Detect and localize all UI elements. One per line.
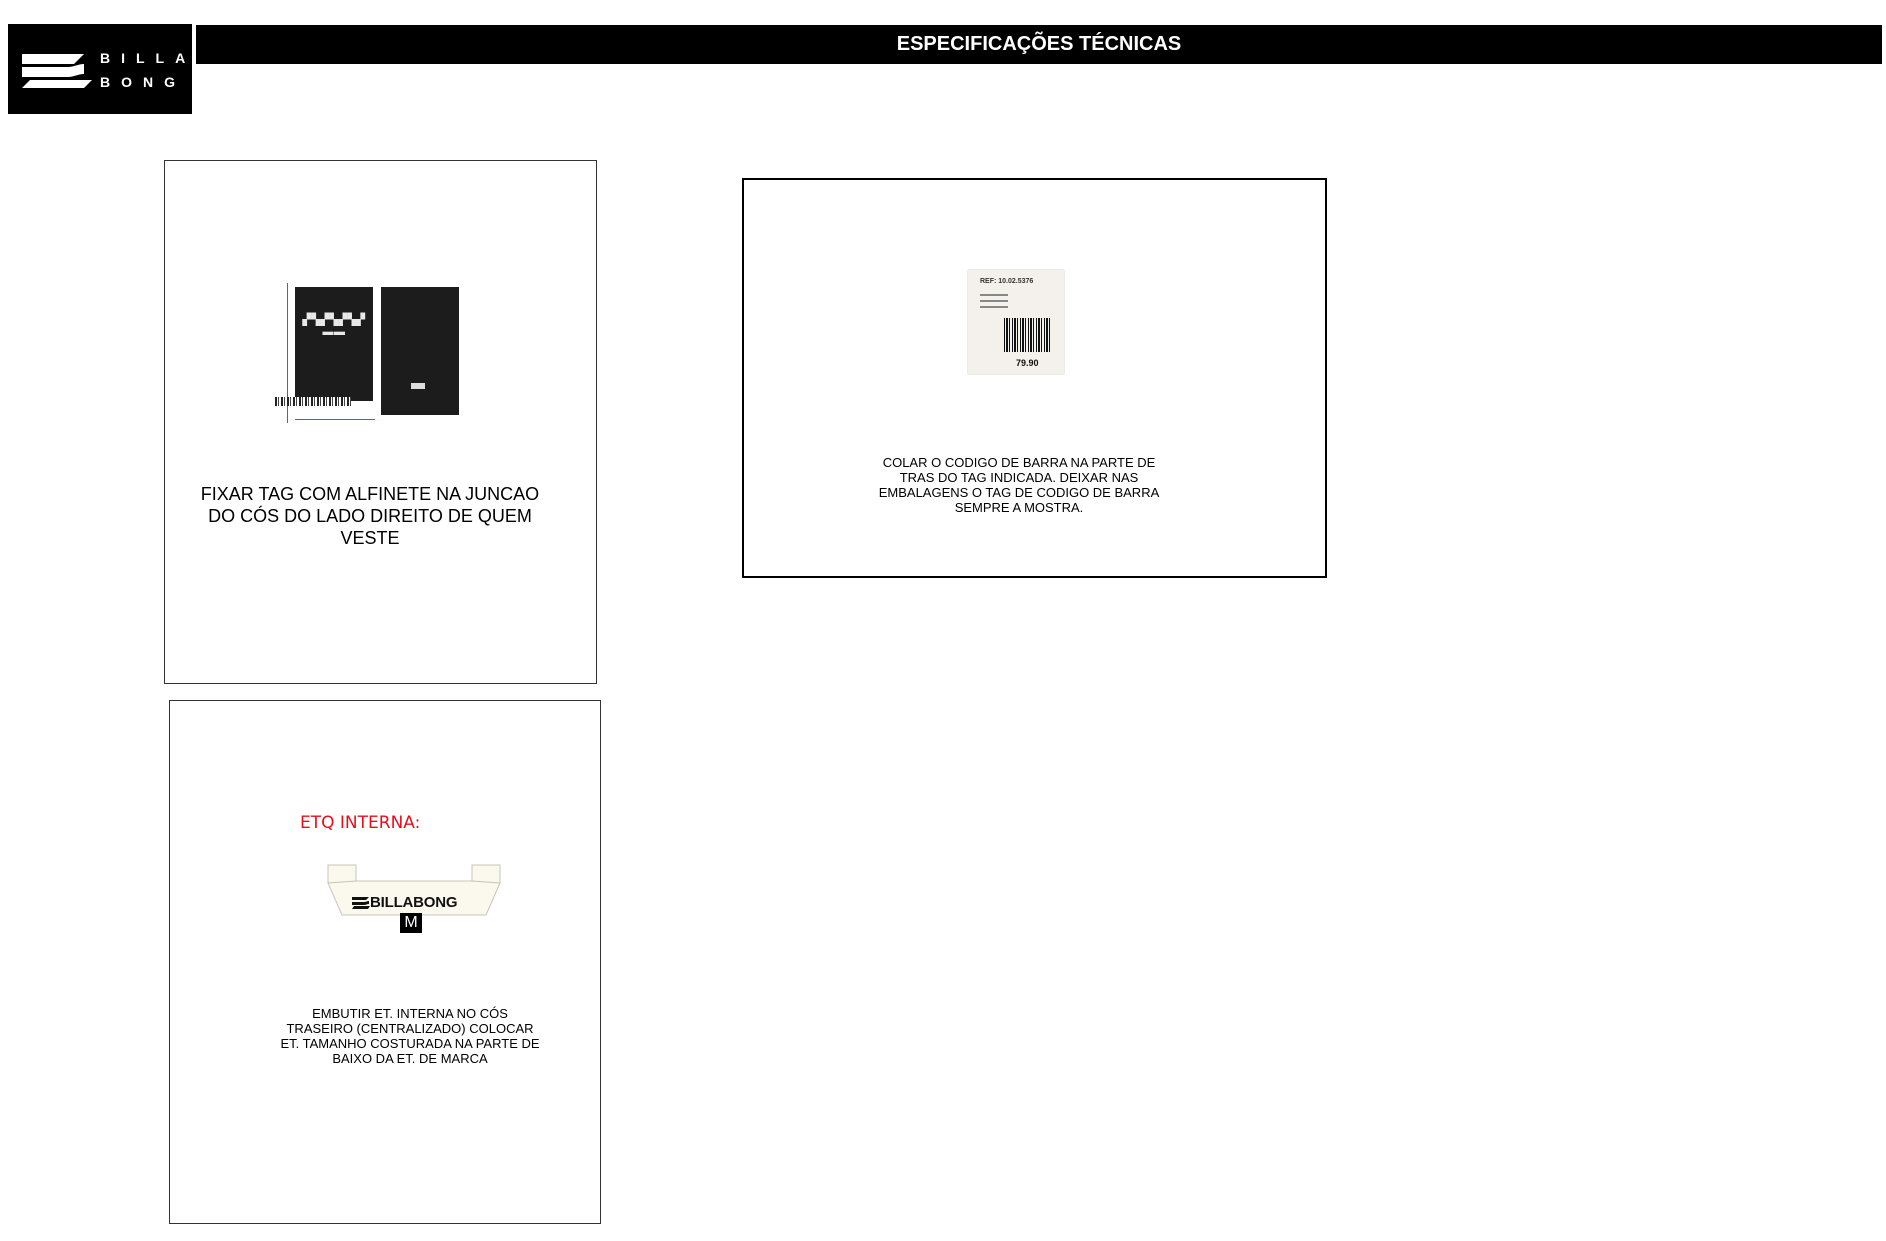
- sticker-ref: REF: 10.02.5376: [980, 278, 1034, 285]
- hang-tag-back: [381, 287, 459, 415]
- sticker-text-line: [980, 300, 1008, 302]
- brand-logo: [8, 24, 197, 114]
- sticker-text-line: [980, 294, 1008, 296]
- billabong-wave-icon: [352, 897, 370, 909]
- woven-label-logo: BILLABONG: [370, 894, 458, 911]
- dimension-line-horizontal: [295, 419, 375, 420]
- hang-tag-instruction: FIXAR TAG COM ALFINETE NA JUNCAO DO CÓS DO LADO DIREITO DE QUEM VESTE: [200, 484, 540, 548]
- barcode-icon: [1004, 318, 1052, 352]
- internal-label-instruction: EMBUTIR ET. INTERNA NO CÓS TRASEIRO (CENTRALIZADO) COLOCAR ET. TAMANHO COSTURADA NA PARTE DE BAIXO DA ET. DE MARCA: [280, 1006, 540, 1066]
- hang-tag-logo-graphic: ▞▚▞▚▞▚▞ ▬▬: [302, 314, 366, 338]
- internal-label-panel: [169, 700, 601, 1224]
- page-title: ESPECIFICAÇÕES TÉCNICAS: [896, 33, 1182, 55]
- internal-label-title: ETQ INTERNA:: [300, 813, 421, 833]
- hang-tag-panel: [164, 160, 597, 684]
- header-bar: [196, 25, 1882, 64]
- brand-name-line2: BONG: [100, 74, 186, 90]
- barcode-sticker-image: [968, 270, 1064, 374]
- barcode-instruction: COLAR O CODIGO DE BARRA NA PARTE DE TRAS DO TAG INDICADA. DEIXAR NAS EMBALAGENS O TAG DE CODIGO DE BARRA SEMPRE A MOSTRA.: [878, 455, 1160, 515]
- barcode-panel: [742, 178, 1327, 578]
- brand-name-line1: BILLA: [100, 50, 197, 66]
- sticker-price: 79.90: [1016, 358, 1039, 368]
- hang-tag-footer-strip: [275, 397, 351, 406]
- hang-tag-back-mark: [411, 383, 425, 389]
- sticker-text-line: [980, 306, 1008, 308]
- billabong-wave-icon: [22, 52, 92, 88]
- hang-tag-front: [295, 287, 373, 401]
- size-label: M: [400, 913, 422, 933]
